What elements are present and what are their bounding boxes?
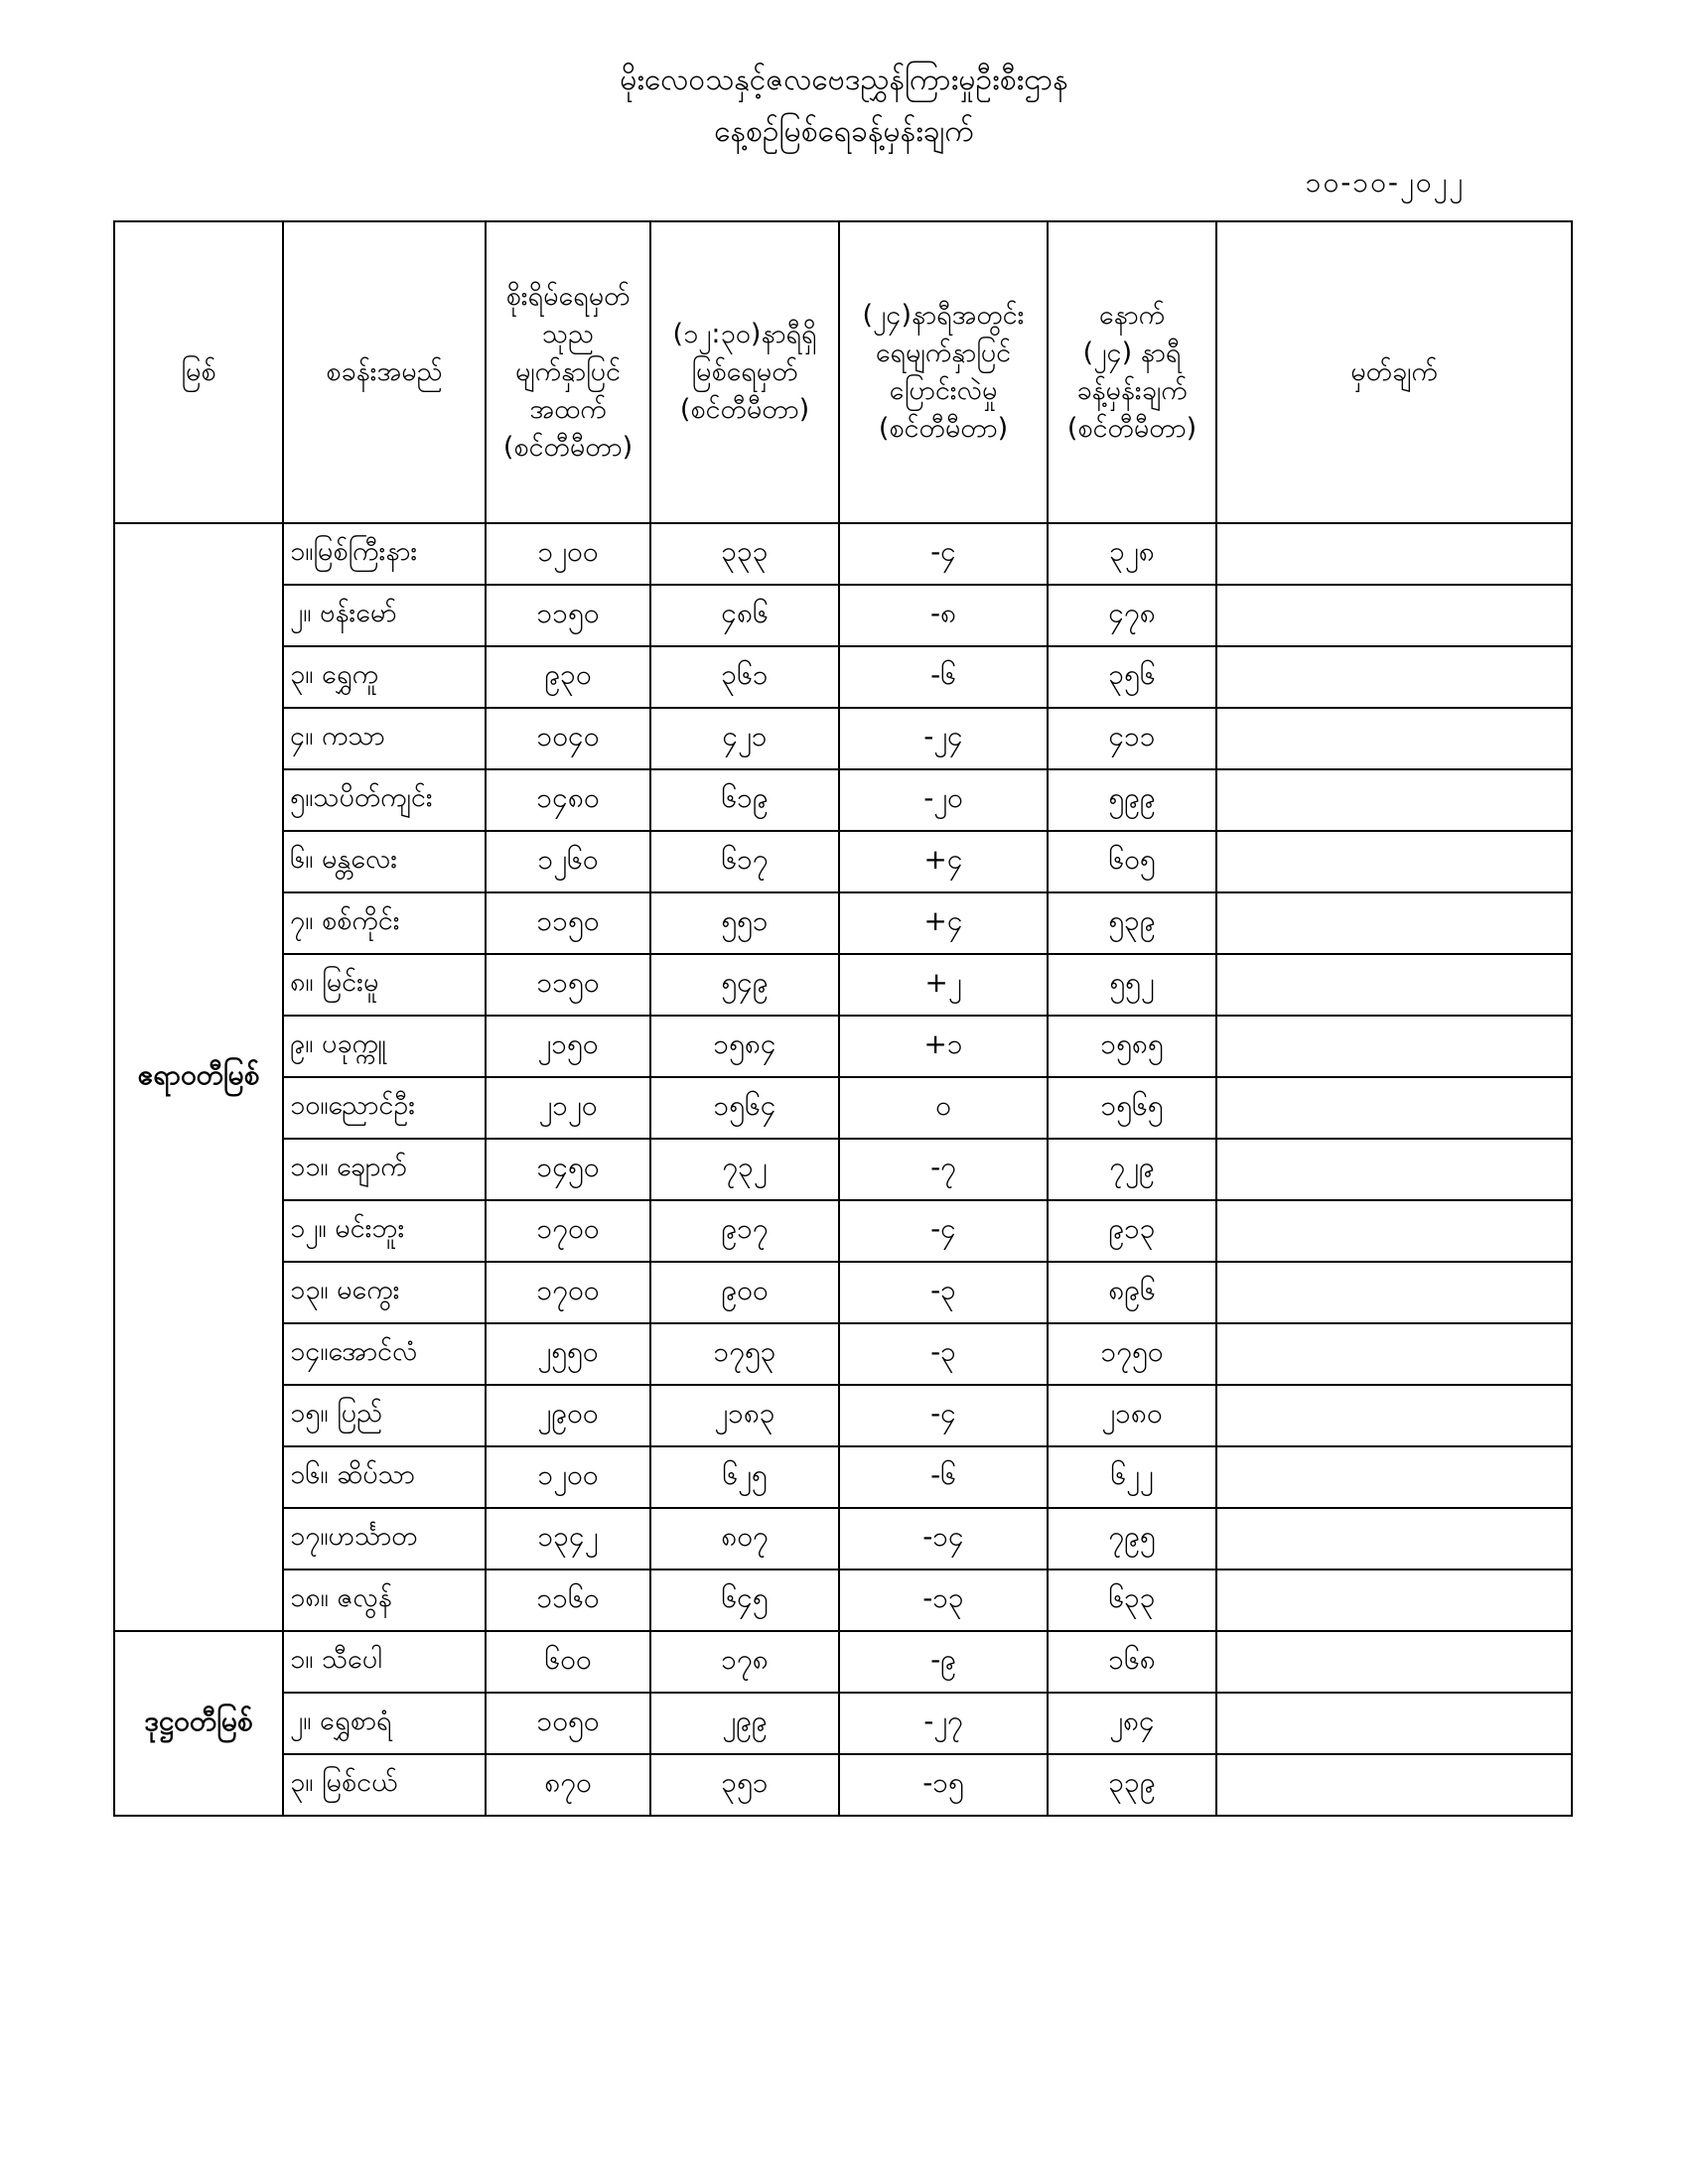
change-value: -၈ [839, 585, 1048, 646]
forecast-value: ၅၃၉ [1048, 892, 1216, 954]
header-current-level [650, 221, 839, 523]
table-row [114, 1323, 1572, 1385]
table-row [114, 646, 1572, 708]
remarks-value [1216, 1754, 1572, 1816]
danger-level-value: ၆၀၀ [486, 1631, 650, 1693]
document-title: မိုးလေဝသနှင့်ဇလဗေဒညွှန်ကြားမှုဦးစီးဌာန [620, 63, 1068, 97]
change-value: +၂ [839, 954, 1048, 1016]
current-level-value: ၁၅၈၄ [650, 1016, 839, 1077]
current-level-value: ၄၈၆ [650, 585, 839, 646]
header-forecast-line: (စင်တီမီတာ) [1066, 413, 1197, 444]
header-danger-level [486, 221, 650, 523]
danger-level-value: ၂၁၂၀ [486, 1077, 650, 1139]
current-level-value: ၃၃၃ [650, 523, 839, 585]
change-value: -၄ [839, 1200, 1048, 1262]
danger-level-value: ၁၀၅၀ [486, 1693, 650, 1754]
header-current-line: (၁၂:၃၀)နာရီရှိ [672, 319, 817, 349]
table-row [114, 954, 1572, 1016]
danger-level-value: ၁၁၅၀ [486, 585, 650, 646]
table-row [114, 1693, 1572, 1754]
danger-level-value: ၁၂၀၀ [486, 523, 650, 585]
danger-level-value: ၁၄၈၀ [486, 769, 650, 831]
river-name: ဒုဋ္ဌဝတီမြစ် [114, 1631, 283, 1816]
remarks-value [1216, 585, 1572, 646]
header-change-line: (၂၄)နာရီအတွင်း [862, 300, 1025, 331]
forecast-value: ၃၂၈ [1048, 523, 1216, 585]
table-row [114, 1262, 1572, 1323]
current-level-value: ၆၄၅ [650, 1570, 839, 1631]
remarks-value [1216, 1508, 1572, 1570]
table-row [114, 708, 1572, 769]
header-station: စခန်းအမည် [283, 221, 486, 523]
danger-level-value: ၁၄၅၀ [486, 1139, 650, 1200]
remarks-value [1216, 1139, 1572, 1200]
change-value: -၁၃ [839, 1570, 1048, 1631]
danger-level-value: ၁၀၄၀ [486, 708, 650, 769]
current-level-value: ၆၂၅ [650, 1446, 839, 1508]
remarks-value [1216, 1200, 1572, 1262]
station-name: ၅။သပိတ်ကျင်း [283, 769, 486, 831]
danger-level-value: ၁၇၀၀ [486, 1262, 650, 1323]
forecast-value: ၇၉၅ [1048, 1508, 1216, 1570]
header-change-line: ရေမျက်နှာပြင် [875, 338, 1012, 368]
header-forecast-line: နောက် [1098, 300, 1166, 331]
current-level-value: ၂၁၈၃ [650, 1385, 839, 1446]
table-row [114, 1508, 1572, 1570]
change-value: -၃ [839, 1262, 1048, 1323]
station-name: ၁၀။ညောင်ဦး [283, 1077, 486, 1139]
danger-level-value: ၁၂၀၀ [486, 1446, 650, 1508]
remarks-value [1216, 892, 1572, 954]
document-subtitle: နေ့စဥ်မြစ်ရေခန့်မှန်းချက် [714, 114, 974, 149]
table-row [114, 1446, 1572, 1508]
remarks-value [1216, 1693, 1572, 1754]
station-name: ၁၆။ ဆိပ်သာ [283, 1446, 486, 1508]
change-value: -၄ [839, 1385, 1048, 1446]
forecast-value: ၁၅၈၅ [1048, 1016, 1216, 1077]
forecast-value: ၃၃၉ [1048, 1754, 1216, 1816]
current-level-value: ၁၇၅၃ [650, 1323, 839, 1385]
current-level-value: ၆၁၉ [650, 769, 839, 831]
change-value: +၁ [839, 1016, 1048, 1077]
danger-level-value: ၁၇၀၀ [486, 1200, 650, 1262]
station-name: ၂။ ရွှေစာရံ [283, 1693, 486, 1754]
danger-level-value: ၉၃၀ [486, 646, 650, 708]
remarks-value [1216, 954, 1572, 1016]
remarks-value [1216, 769, 1572, 831]
remarks-value [1216, 831, 1572, 892]
table-row [114, 1754, 1572, 1816]
forecast-value: ၈၉၆ [1048, 1262, 1216, 1323]
forecast-value: ၁၅၆၅ [1048, 1077, 1216, 1139]
table-body [114, 523, 1572, 1816]
table-row [114, 1631, 1572, 1693]
table-row [114, 1200, 1572, 1262]
station-name: ၁၈။ ဇလွန် [283, 1570, 486, 1631]
table-row [114, 523, 1572, 585]
table-row [114, 1016, 1572, 1077]
current-level-value: ၅၅၁ [650, 892, 839, 954]
danger-level-value: ၁၁၅၀ [486, 954, 650, 1016]
change-value: -၇ [839, 1139, 1048, 1200]
table-row [114, 1570, 1572, 1631]
station-name: ၇။ စစ်ကိုင်း [283, 892, 486, 954]
current-level-value: ၁၇၈ [650, 1631, 839, 1693]
header-forecast-line: (၂၄) နာရီ [1082, 338, 1182, 368]
header-change-24h [839, 221, 1048, 523]
danger-level-value: ၂၁၅၀ [486, 1016, 650, 1077]
change-value: -၆ [839, 1446, 1048, 1508]
change-value: ၀ [839, 1077, 1048, 1139]
station-name: ၁။ သီပေါ [283, 1631, 486, 1693]
remarks-value [1216, 1570, 1572, 1631]
header-remarks: မှတ်ချက် [1216, 221, 1572, 523]
header-danger-line: စိုးရိမ်ရေမှတ် [505, 281, 631, 312]
current-level-value: ၆၁၇ [650, 831, 839, 892]
danger-level-value: ၈၇၀ [486, 1754, 650, 1816]
station-name: ၂။ ဗန်းမော် [283, 585, 486, 646]
header-river: မြစ် [114, 221, 283, 523]
station-name: ၁၂။ မင်းဘူး [283, 1200, 486, 1262]
header-current-line: မြစ်ရေမှတ် [691, 356, 798, 387]
station-name: ၃။ ရွှေကူ [283, 646, 486, 708]
forecast-value: ၂၈၄ [1048, 1693, 1216, 1754]
forecast-value: ၆၃၃ [1048, 1570, 1216, 1631]
station-name: ၃။ မြစ်ငယ် [283, 1754, 486, 1816]
header-change-line: ပြောင်းလဲမှု [889, 375, 998, 406]
danger-level-value: ၂၉၀၀ [486, 1385, 650, 1446]
current-level-value: ၃၆၁ [650, 646, 839, 708]
change-value: -၉ [839, 1631, 1048, 1693]
header-forecast-24h [1048, 221, 1216, 523]
forecast-value: ၅၉၉ [1048, 769, 1216, 831]
table-row [114, 1077, 1572, 1139]
header-danger-line: မျက်နှာပြင် [514, 356, 622, 387]
remarks-value [1216, 1446, 1572, 1508]
current-level-value: ၉၁၇ [650, 1200, 839, 1262]
station-name: ၁၇။ဟင်္သာတ [283, 1508, 486, 1570]
current-level-value: ၉၀၀ [650, 1262, 839, 1323]
station-name: ၉။ ပခုက္ကူ [283, 1016, 486, 1077]
forecast-value: ၅၅၂ [1048, 954, 1216, 1016]
forecast-value: ၆၀၅ [1048, 831, 1216, 892]
current-level-value: ၈၀၇ [650, 1508, 839, 1570]
station-name: ၁။မြစ်ကြီးနား [283, 523, 486, 585]
current-level-value: ၃၅၁ [650, 1754, 839, 1816]
header-forecast-line: ခန့်မှန်းချက် [1076, 375, 1188, 406]
current-level-value: ၇၃၂ [650, 1139, 839, 1200]
station-name: ၈။ မြင်းမူ [283, 954, 486, 1016]
header-danger-line: သုည [541, 319, 595, 349]
table-row [114, 831, 1572, 892]
header-danger-line: အထက် [529, 394, 607, 425]
station-name: ၄။ ကသာ [283, 708, 486, 769]
danger-level-value: ၁၁၅၀ [486, 892, 650, 954]
forecast-value: ၄၇၈ [1048, 585, 1216, 646]
remarks-value [1216, 1016, 1572, 1077]
table-row [114, 1385, 1572, 1446]
table-row [114, 769, 1572, 831]
current-level-value: ၅၄၉ [650, 954, 839, 1016]
current-level-value: ၄၂၁ [650, 708, 839, 769]
forecast-value: ၁၆၈ [1048, 1631, 1216, 1693]
forecast-value: ၉၁၃ [1048, 1200, 1216, 1262]
current-level-value: ၁၅၆၄ [650, 1077, 839, 1139]
change-value: -၃ [839, 1323, 1048, 1385]
remarks-value [1216, 646, 1572, 708]
header-danger-line: (စင်တီမီတာ) [502, 432, 633, 463]
station-name: ၁၁။ ချောက် [283, 1139, 486, 1200]
remarks-value [1216, 1262, 1572, 1323]
table-row [114, 892, 1572, 954]
station-name: ၆။ မန္တလေး [283, 831, 486, 892]
remarks-value [1216, 1631, 1572, 1693]
danger-level-value: ၁၃၄၂ [486, 1508, 650, 1570]
table-header-row [114, 221, 1572, 523]
remarks-value [1216, 708, 1572, 769]
header-current-line: (စင်တီမီတာ) [679, 394, 810, 425]
change-value: -၂၀ [839, 769, 1048, 831]
remarks-value [1216, 1385, 1572, 1446]
table-row [114, 1139, 1572, 1200]
change-value: -၂၇ [839, 1693, 1048, 1754]
change-value: -၆ [839, 646, 1048, 708]
change-value: -၂၄ [839, 708, 1048, 769]
remarks-value [1216, 1323, 1572, 1385]
danger-level-value: ၁၂၆၀ [486, 831, 650, 892]
remarks-value [1216, 1077, 1572, 1139]
danger-level-value: ၁၁၆၀ [486, 1570, 650, 1631]
change-value: -၄ [839, 523, 1048, 585]
river-level-table [113, 220, 1573, 1817]
station-name: ၁၄။အောင်လံ [283, 1323, 486, 1385]
forecast-value: ၇၂၉ [1048, 1139, 1216, 1200]
remarks-value [1216, 523, 1572, 585]
change-value: +၄ [839, 892, 1048, 954]
forecast-value: ၆၂၂ [1048, 1446, 1216, 1508]
forecast-value: ၂၁၈၀ [1048, 1385, 1216, 1446]
current-level-value: ၂၉၉ [650, 1693, 839, 1754]
change-value: -၁၄ [839, 1508, 1048, 1570]
header-change-line: (စင်တီမီတာ) [878, 413, 1009, 444]
change-value: +၄ [839, 831, 1048, 892]
table-row [114, 585, 1572, 646]
river-name: ဧရာဝတီမြစ် [114, 523, 283, 1631]
station-name: ၁၃။ မကွေး [283, 1262, 486, 1323]
station-name: ၁၅။ ပြည် [283, 1385, 486, 1446]
forecast-value: ၃၅၆ [1048, 646, 1216, 708]
report-date: ၁၀-၁၀-၂၀၂၂ [1305, 166, 1465, 199]
change-value: -၁၅ [839, 1754, 1048, 1816]
forecast-value: ၁၇၅၀ [1048, 1323, 1216, 1385]
danger-level-value: ၂၅၅၀ [486, 1323, 650, 1385]
forecast-value: ၄၁၁ [1048, 708, 1216, 769]
